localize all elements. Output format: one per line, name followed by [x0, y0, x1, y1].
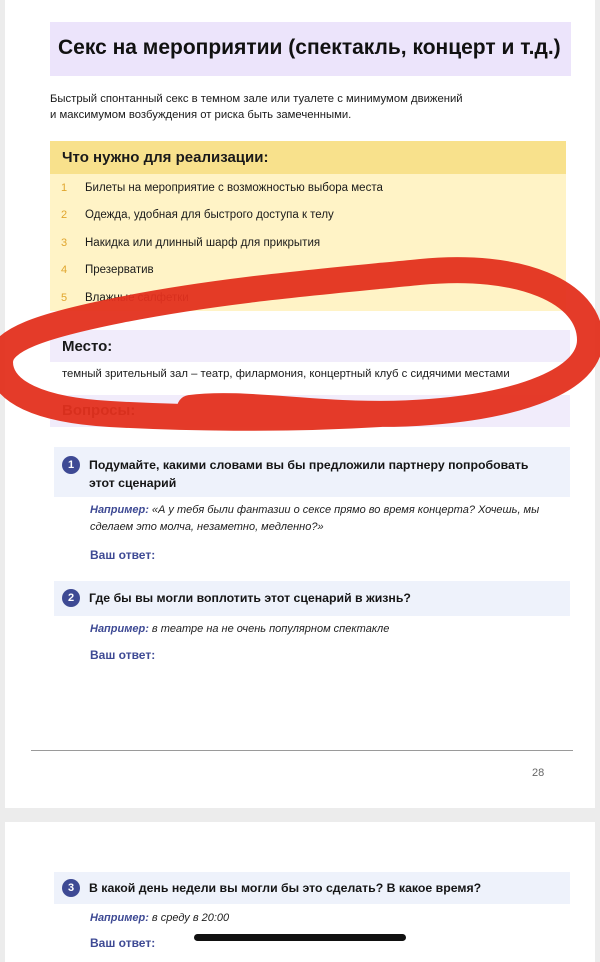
home-indicator[interactable]	[194, 934, 406, 941]
intro-line: и максимумом возбуждения от риска быть замеченными.	[50, 109, 352, 121]
answer-label[interactable]: Ваш ответ:	[90, 648, 156, 662]
place-heading: Место:	[62, 338, 113, 355]
list-item	[50, 202, 566, 230]
example-text	[90, 910, 229, 927]
example-text	[90, 502, 539, 536]
list-item	[50, 284, 566, 312]
title-banner	[50, 22, 571, 76]
example-label: Например:	[90, 912, 149, 924]
item-text: Накидка или длинный шарф для прикрытия	[85, 236, 321, 249]
item-number: 4	[61, 264, 68, 277]
question-card-3	[54, 872, 570, 904]
item-text: Билеты на мероприятие с возможностью выбора места	[85, 181, 383, 194]
list-item	[50, 229, 566, 257]
footer-divider	[31, 750, 573, 751]
answer-label[interactable]: Ваш ответ:	[90, 548, 156, 562]
item-text: Одежда, удобная для быстрого доступа к телу	[85, 209, 334, 222]
needs-heading-bar	[50, 141, 566, 174]
intro-paragraph	[50, 91, 520, 123]
item-number: 2	[61, 209, 68, 222]
questions-heading-bar	[50, 395, 570, 427]
page-title: Секс на мероприятии (спектакль, концерт и т.д.)	[58, 36, 561, 59]
answer-label[interactable]: Ваш ответ:	[90, 936, 156, 950]
list-item	[50, 174, 566, 202]
example-text	[90, 621, 389, 638]
document-page-next	[5, 822, 595, 962]
document-page-28	[5, 0, 595, 808]
question-card-2	[54, 581, 570, 616]
question-number-badge: 1	[62, 456, 80, 474]
example-line: в среду в 20:00	[151, 912, 230, 924]
question-line: Подумайте, какими словами вы бы предложили партнеру попробовать	[89, 458, 529, 472]
place-text: темный зрительный зал – театр, филармония, концертный клуб с сидячими местами	[62, 368, 510, 380]
item-number: 1	[61, 181, 68, 194]
example-line: сделаем это молча, незаметно, медленно?»	[90, 521, 324, 533]
intro-line: Быстрый спонтанный секс в темном зале или туалете с минимумом движений	[50, 93, 463, 105]
questions-heading: Вопросы:	[62, 402, 136, 419]
place-heading-bar	[50, 330, 570, 362]
question-number-badge: 2	[62, 589, 80, 607]
page-number: 28	[532, 767, 545, 779]
question-card-1	[54, 447, 570, 497]
example-label: Например:	[90, 623, 149, 635]
question-text	[89, 456, 528, 492]
example-line: в театре на не очень популярном спектакле	[151, 623, 390, 635]
item-text: Влажные салфетки	[85, 291, 189, 304]
question-number-badge: 3	[62, 879, 80, 897]
question-line: этот сценарий	[89, 476, 177, 490]
example-line: «А у тебя были фантазии о сексе прямо во время концерта? Хочешь, мы	[151, 504, 540, 516]
question-line: В какой день недели вы могли бы это сделать? В какое время?	[89, 881, 482, 895]
example-label: Например:	[90, 504, 149, 516]
needs-list	[50, 174, 566, 311]
needs-heading: Что нужно для реализации:	[62, 149, 269, 166]
item-text: Презерватив	[85, 264, 154, 277]
item-number: 5	[61, 291, 68, 304]
question-line: Где бы вы могли воплотить этот сценарий в жизнь?	[89, 591, 411, 605]
item-number: 3	[61, 236, 68, 249]
list-item	[50, 257, 566, 285]
